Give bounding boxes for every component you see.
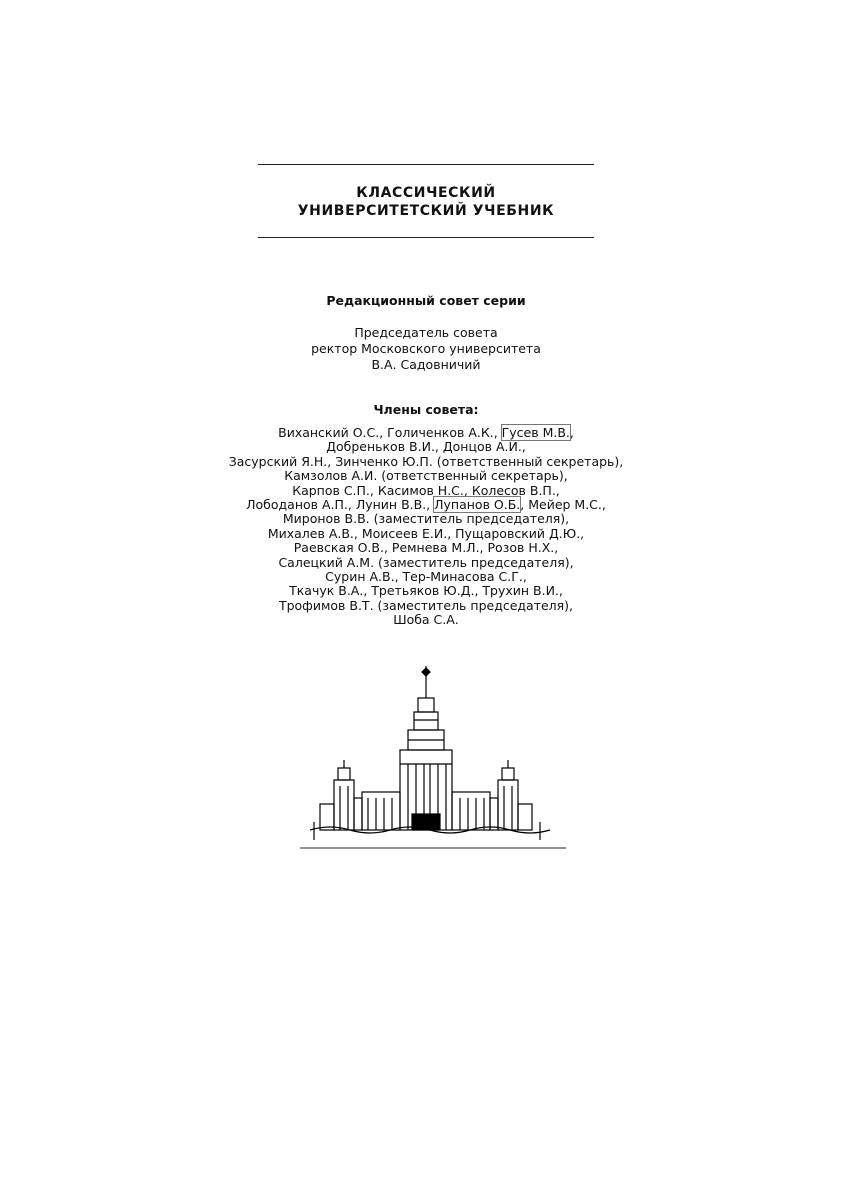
top-rule-lower	[258, 237, 594, 238]
member-line	[0, 613, 852, 627]
member-line-text: Раевская О.В., Ремнева М.Л., Розов Н.Х.,	[293, 540, 559, 556]
member-line	[0, 484, 852, 498]
member-line	[0, 455, 852, 469]
members-section	[0, 402, 852, 628]
member-line	[0, 469, 852, 483]
editorial-board-heading: Редакционный совет серии	[326, 293, 526, 308]
member-line-text: Карпов С.П., Касимов Н.С., Колесов В.П.,	[292, 482, 560, 498]
top-rule-upper	[258, 164, 594, 165]
member-line-text: Сурин А.В., Тер-Минасова С.Г.,	[325, 569, 527, 585]
member-line	[0, 440, 852, 454]
member-line-text: Миронов В.В. (заместитель председателя),	[282, 511, 570, 527]
member-line-text: Ткачук В.А., Третьяков Ю.Д., Трухин В.И.,	[289, 583, 563, 599]
member-line	[0, 570, 852, 584]
boxed-member-name: Лупанов О.Б.	[434, 497, 521, 513]
series-title-line-2: УНИВЕРСИТЕТСКИЙ УЧЕБНИК	[297, 203, 555, 219]
member-line	[0, 527, 852, 541]
member-line	[0, 556, 852, 570]
member-line	[0, 512, 852, 526]
member-line	[0, 599, 852, 613]
series-title-line-1: КЛАССИЧЕСКИЙ	[356, 185, 496, 201]
member-line	[0, 498, 852, 512]
member-line-text: Трофимов В.Т. (заместитель председателя),	[278, 597, 574, 613]
member-line-text: Добреньков В.И., Донцов А.И.,	[326, 439, 526, 455]
member-line	[0, 426, 852, 440]
member-line	[0, 541, 852, 555]
member-line-text: Михалев А.В., Моисеев Е.И., Пущаровский Д.Ю.,	[267, 525, 585, 541]
university-building-icon	[300, 664, 570, 852]
boxed-member-name: Гусев М.В.	[501, 425, 570, 440]
editorial-board	[0, 293, 852, 373]
member-line-text: Засурский Я.Н., Зинченко Ю.П. (ответственный секретарь),	[228, 453, 624, 469]
members-list	[0, 426, 852, 628]
chair-role: Председатель совета	[354, 325, 498, 340]
member-line-text: Виханский О.С., Голиченков А.К.,	[278, 425, 502, 440]
member-line-text: Шоба С.А.	[393, 612, 459, 628]
member-line-text: Лободанов А.П., Лунин В.В.,	[246, 497, 435, 513]
members-heading: Члены совета:	[373, 402, 479, 417]
member-line	[0, 584, 852, 598]
member-line-text: Салецкий А.М. (заместитель председателя),	[278, 554, 574, 570]
member-line-text-after: ,	[569, 425, 574, 440]
member-line-text-after: , Мейер М.С.,	[520, 497, 606, 513]
chair-position: ректор Московского университета	[311, 341, 541, 356]
member-line-text: Камзолов А.И. (ответственный секретарь),	[284, 468, 568, 484]
series-title	[0, 184, 852, 220]
chair-name: В.А. Садовничий	[371, 357, 481, 372]
